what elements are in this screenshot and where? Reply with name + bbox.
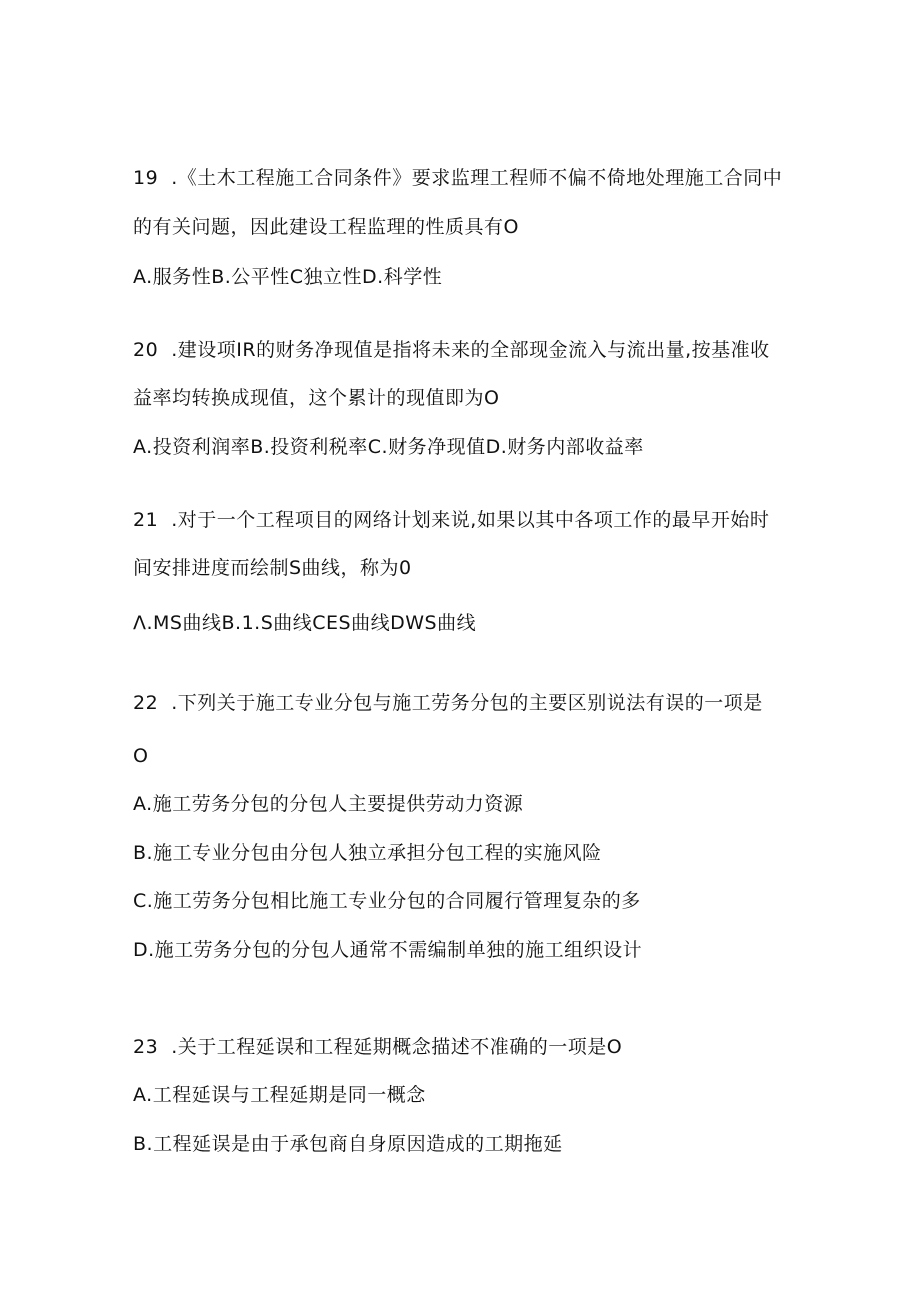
answer-option-a: A.工程延误与工程延期是同一概念 [133, 1084, 426, 1106]
answer-option-b: B.施工专业分包由分包人独立承担分包工程的实施风险 [133, 842, 602, 864]
question-text: O [133, 745, 149, 767]
answer-options: A.服务性B.公平性C独立性D.科学性 [133, 266, 443, 288]
answer-options: Λ.MS曲线B.1.S曲线CES曲线DWS曲线 [133, 612, 477, 634]
answer-option-a: A.施工劳务分包的分包人主要提供劳动力资源 [133, 793, 524, 815]
question-text: 间安排进度而绘制S曲线，称为0 [133, 557, 412, 579]
answer-option-c: C.施工劳务分包相比施工专业分包的合同履行管理复杂的多 [133, 890, 641, 912]
answer-options: A.投资利润率B.投资利税率C.财务净现值D.财务内部收益率 [133, 436, 644, 458]
question-text: 19 .《土木工程施工合同条件》要求监理工程师不偏不倚地处理施工合同中 [133, 167, 783, 189]
question-text: 23 .关于工程延误和工程延期概念描述不准确的一项是O [133, 1036, 623, 1058]
question-text: 20 .建设项IR的财务净现值是指将未来的全部现金流入与流出量,按基准收 [133, 339, 770, 361]
question-text: 的有关问题，因此建设工程监理的性质具有O [133, 216, 519, 238]
answer-option-b: B.工程延误是由于承包商自身原因造成的工期拖延 [133, 1133, 563, 1155]
question-text: 22 .下列关于施工专业分包与施工劳务分包的主要区别说法有误的一项是 [133, 692, 763, 714]
question-text: 益率均转换成现值，这个累计的现值即为O [133, 387, 500, 409]
answer-option-d: D.施工劳务分包的分包人通常不需编制单独的施工组织设计 [133, 939, 643, 961]
question-text: 21 .对于一个工程项目的网络计划来说,如果以其中各项工作的最早开始时 [133, 509, 770, 531]
